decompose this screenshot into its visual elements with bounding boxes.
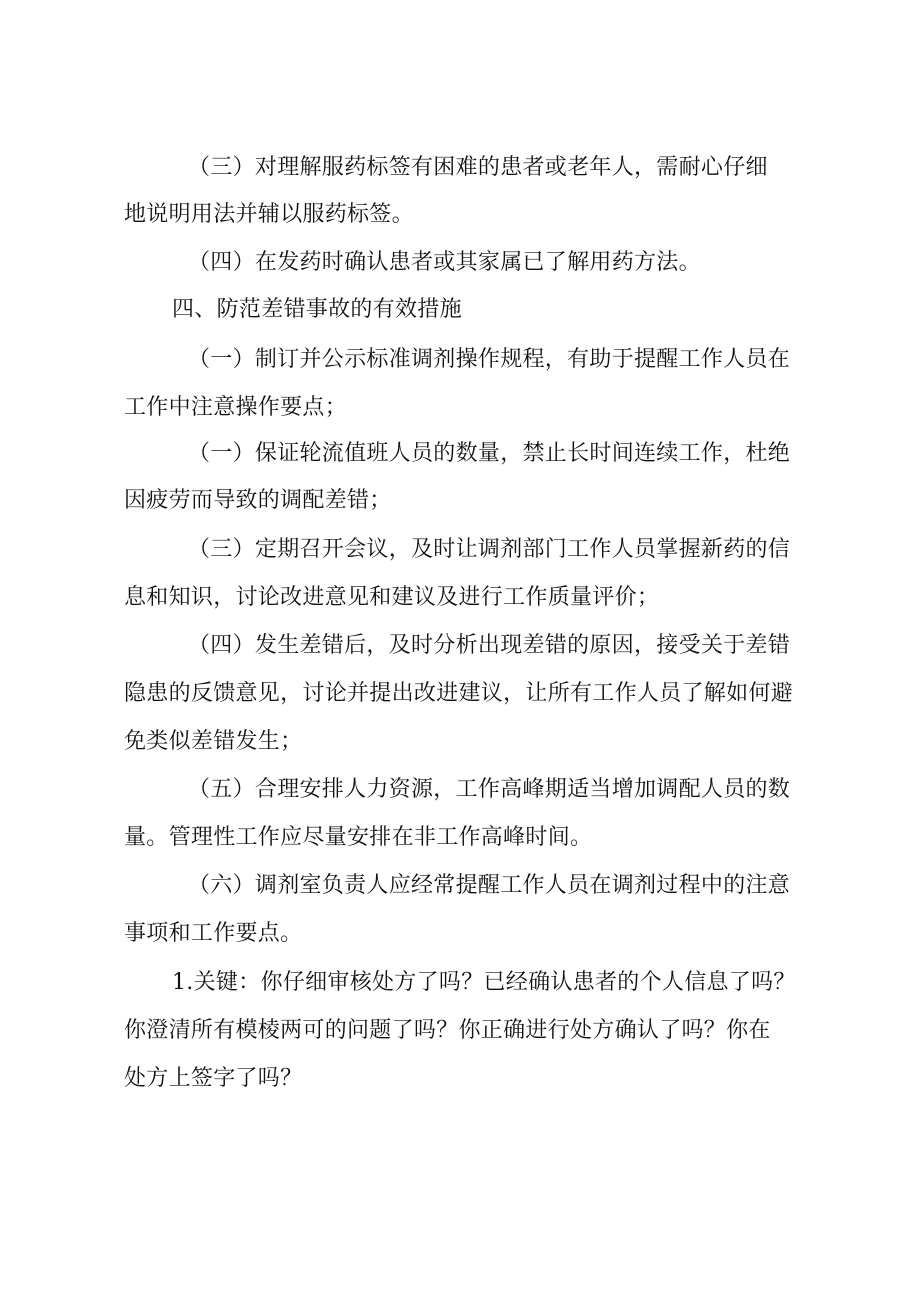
paragraph-line: 地说明用法并辅以服药标签。 <box>124 202 414 227</box>
paragraph-line: （五）合理安排人力资源，工作高峰期适当增加调配人员的数 <box>188 777 791 802</box>
paragraph-line: （一）制订并公示标准调剂操作规程，有助于提醒工作人员在 <box>188 347 791 372</box>
paragraph-line: 事项和工作要点。 <box>124 921 303 946</box>
paragraph-line: （三）定期召开会议，及时让调剂部门工作人员掌握新药的信 <box>188 537 791 562</box>
paragraph-line: 1.关键：你仔细审核处方了吗？已经确认患者的个人信息了吗？ <box>172 970 796 995</box>
paragraph-line: 免类似差错发生； <box>124 729 303 754</box>
paragraph-line: 息和知识，讨论改进意见和建议及进行工作质量评价； <box>124 585 660 610</box>
paragraph-line: 因疲劳而导致的调配差错； <box>124 488 392 513</box>
paragraph-line: 工作中注意操作要点； <box>124 395 348 420</box>
paragraph-line: 处方上签字了吗？ <box>124 1066 303 1091</box>
paragraph-line: （四）在发药时确认患者或其家属已了解用药方法。 <box>188 250 701 275</box>
paragraph-line: 你澄清所有模棱两可的问题了吗？你正确进行处方确认了吗？你在 <box>124 1018 771 1043</box>
section-heading: 四、防范差错事故的有效措施 <box>172 297 462 322</box>
paragraph-line: （六）调剂室负责人应经常提醒工作人员在调剂过程中的注意 <box>188 873 791 898</box>
paragraph-line: （四）发生差错后，及时分析出现差错的原因，接受关于差错 <box>188 633 791 658</box>
paragraph-line: （一）保证轮流值班人员的数量，禁止长时间连续工作，杜绝 <box>188 441 791 466</box>
paragraph-line: （三）对理解服药标签有困难的患者或老年人，需耐心仔细 <box>188 155 768 180</box>
paragraph-line: 量。管理性工作应尽量安排在非工作高峰时间。 <box>124 825 593 850</box>
paragraph-line: 隐患的反馈意见，讨论并提出改进建议，让所有工作人员了解如何避 <box>124 681 794 706</box>
